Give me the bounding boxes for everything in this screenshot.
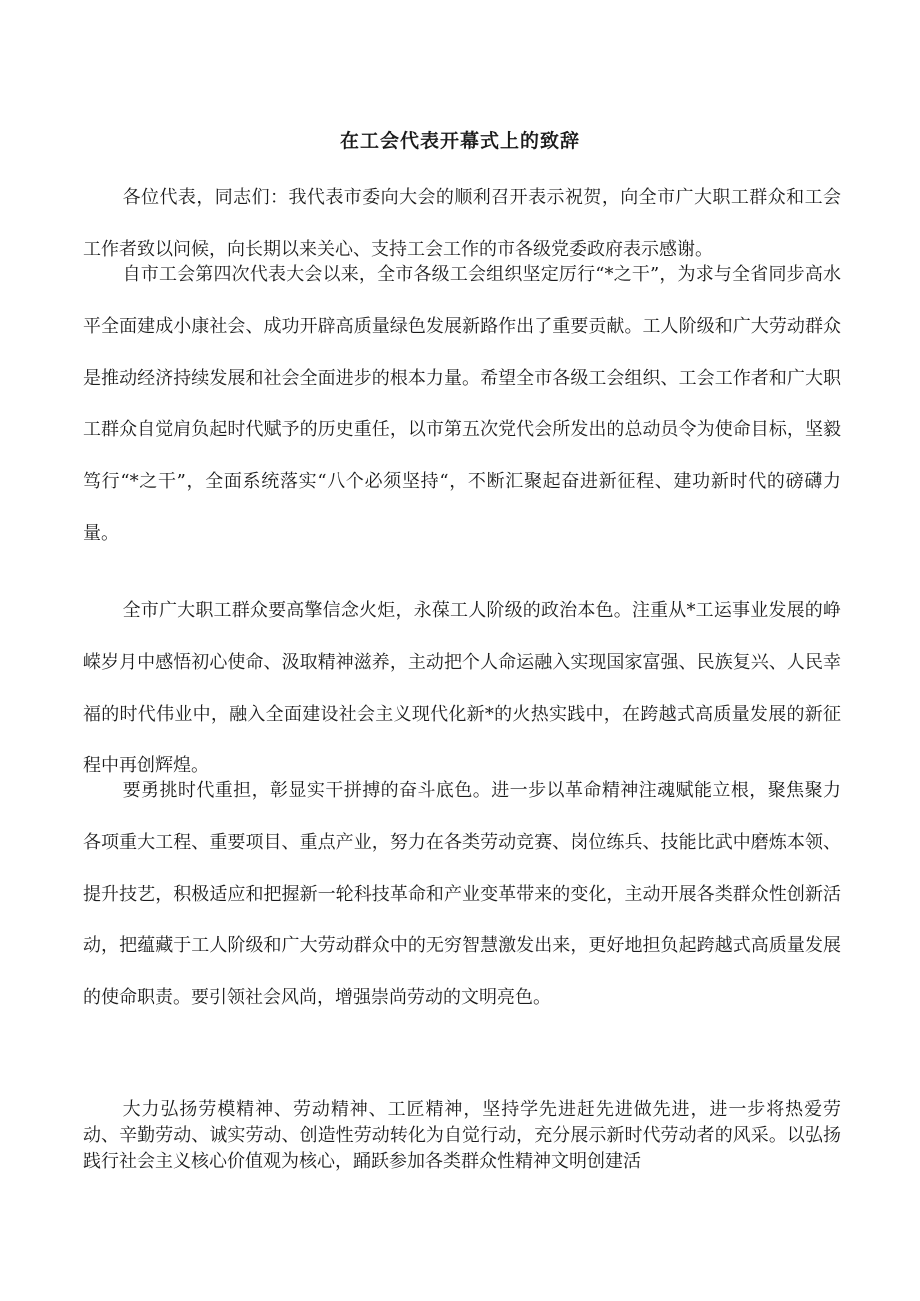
paragraph-achievements: 自市工会第四次代表大会以来，全市各级工会组织坚定厉行“*之干”，为求与全省同步高水平全面建成小康社会、成功开辟高质量绿色发展新路作出了重要贡献。工人阶级和广大劳动群众是推动经济持续发展和社会全面进步的根本力量。希望全市各级工会组织、工会工作者和广大职工群众自觉肩负起时代赋予的历史重任，以市第五次党代会所发出的总动员令为使命目标，坚毅笃行“*之干”，全面系统落实“八个必须坚持“，不断汇聚起奋进新征程、建功新时代的磅礴力量。	[83, 264, 841, 544]
paragraph-responsibility: 要勇挑时代重担，彰显实干拼搏的奋斗底色。进一步以革命精神注魂赋能立根，聚焦聚力各项重大工程、重要项目、重点产业，努力在各类劳动竞赛、岗位练兵、技能比武中磨炼本领、提升技艺，积极适应和把握新一轮科技革命和产业变革带来的变化，主动开展各类群众性创新活动，把蕴藏于工人阶级和广大劳动群众中的无穷智慧激发出来，更好地担负起跨越式高质量发展的使命职责。要引领社会风尚，增强崇尚劳动的文明亮色。	[83, 780, 841, 1009]
document-title: 在工会代表开幕式上的致辞	[339, 130, 580, 152]
paragraph-labor-spirit: 大力弘扬劳模精神、劳动精神、工匠精神，坚持学先进赶先进做先进，进一步将热爱劳动、辛勤劳动、诚实劳动、创造性劳动转化为自觉行动，充分展示新时代劳动者的风采。以弘扬践行社会主义核心价值观为核心，踊跃参加各类群众性精神文明创建活	[83, 1099, 841, 1172]
paragraph-greeting: 各位代表，同志们：我代表市委向大会的顺利召开表示祝贺，向全市广大职工群众和工会工作者致以问候，向长期以来关心、支持工会工作的市各级党委政府表示感谢。	[83, 187, 841, 260]
paragraph-political-color: 全市广大职工群众要高擎信念火炬，永葆工人阶级的政治本色。注重从*工运事业发展的峥嵘岁月中感悟初心使命、汲取精神滋养，主动把个人命运融入实现国家富强、民族复兴、人民幸福的时代伟业中，融入全面建设社会主义现代化新*的火热实践中，在跨越式高质量发展的新征程中再创辉煌。	[83, 600, 841, 777]
